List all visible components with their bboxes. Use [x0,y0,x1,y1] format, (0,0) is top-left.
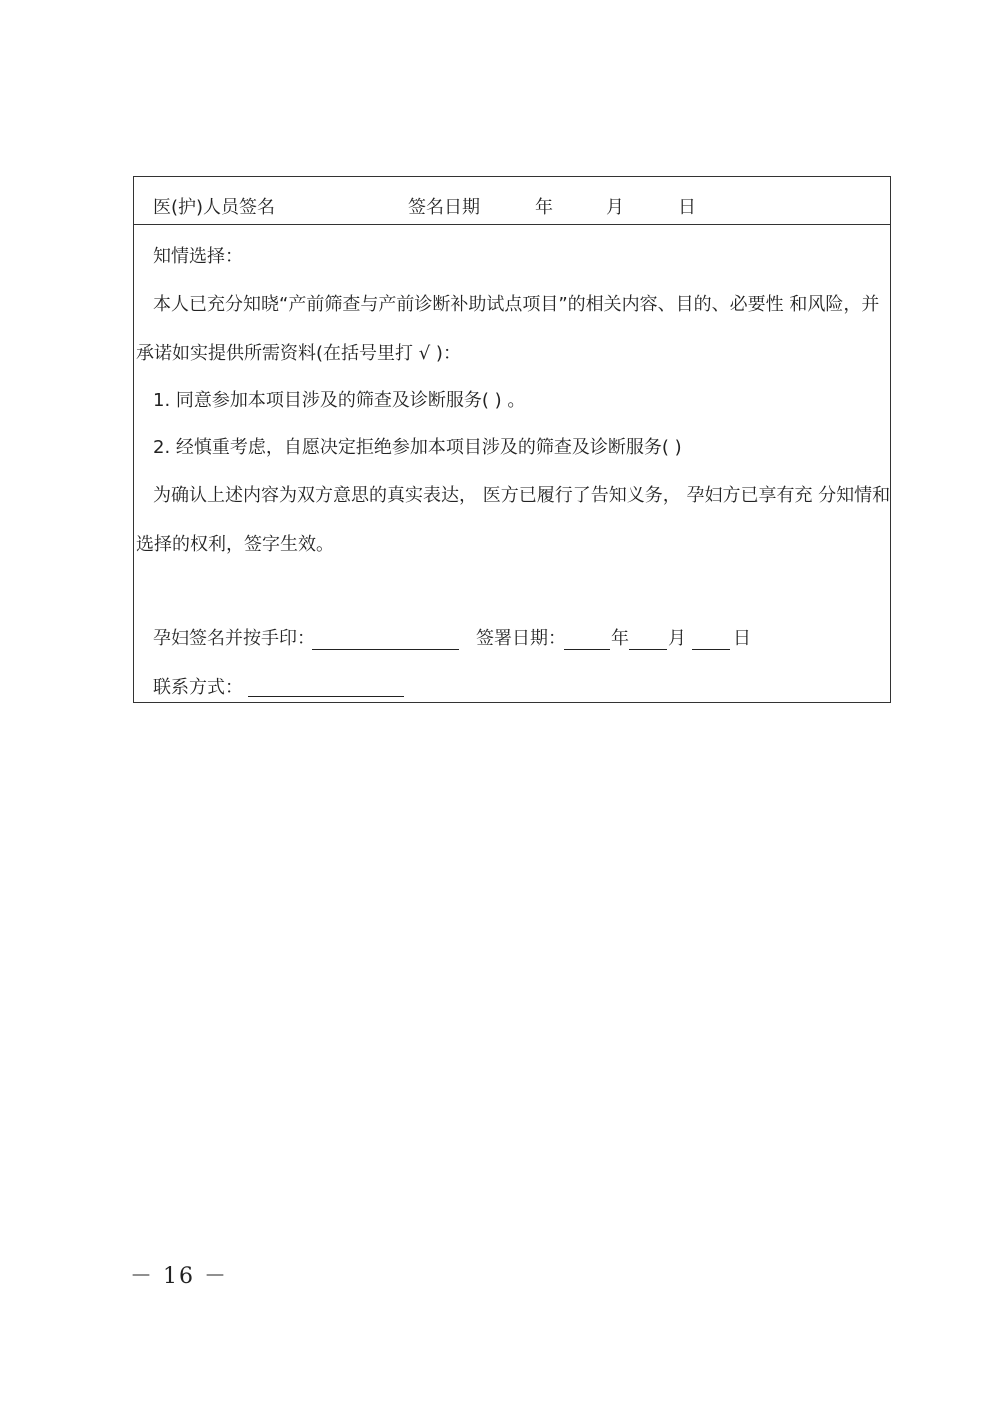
consent-heading: 知情选择： [153,246,243,267]
staff-signature-row [134,177,890,225]
consent-intro-line-1: 本人已充分知晓“产前筛查与产前诊断补助试点项目”的相关内容、目的、必要性 和风险，并 [153,294,880,315]
consent-option-refuse: 2. 经慎重考虑，自愿决定拒绝参加本项目涉及的筛查及诊断服务( ) [153,437,682,458]
patient-signature-label: 孕妇签名并按手印： [153,628,315,649]
sign-date-month-label: 月 [606,197,624,218]
consent-statement-line-2: 选择的权利，签字生效。 [136,534,334,555]
consent-option-agree: 1. 同意参加本项目涉及的筛查及诊断服务( ) 。 [153,390,526,411]
patient-date-day-label: 日 [733,628,751,649]
patient-date-label: 签署日期： [476,628,566,649]
contact-label: 联系方式： [153,677,243,698]
patient-date-year-label: 年 [611,628,629,649]
sign-date-label: 签名日期 [408,197,480,218]
patient-date-year-field[interactable] [564,649,610,650]
consent-statement-line-1: 为确认上述内容为双方意思的真实表达， 医方已履行了告知义务， 孕妇方已享有充 分知情和 [153,485,891,506]
contact-field[interactable] [248,696,404,697]
page-number: － 16 － [130,1264,228,1289]
patient-date-day-field[interactable] [692,649,730,650]
staff-signature-label: 医(护)人员签名 [153,197,276,218]
consent-intro-line-2: 承诺如实提供所需资料(在括号里打 √ )： [136,343,461,364]
consent-form-table [133,176,891,703]
patient-signature-field[interactable] [312,649,459,650]
sign-date-day-label: 日 [678,197,696,218]
patient-date-month-label: 月 [668,628,686,649]
sign-date-year-label: 年 [535,197,553,218]
patient-date-month-field[interactable] [629,649,667,650]
